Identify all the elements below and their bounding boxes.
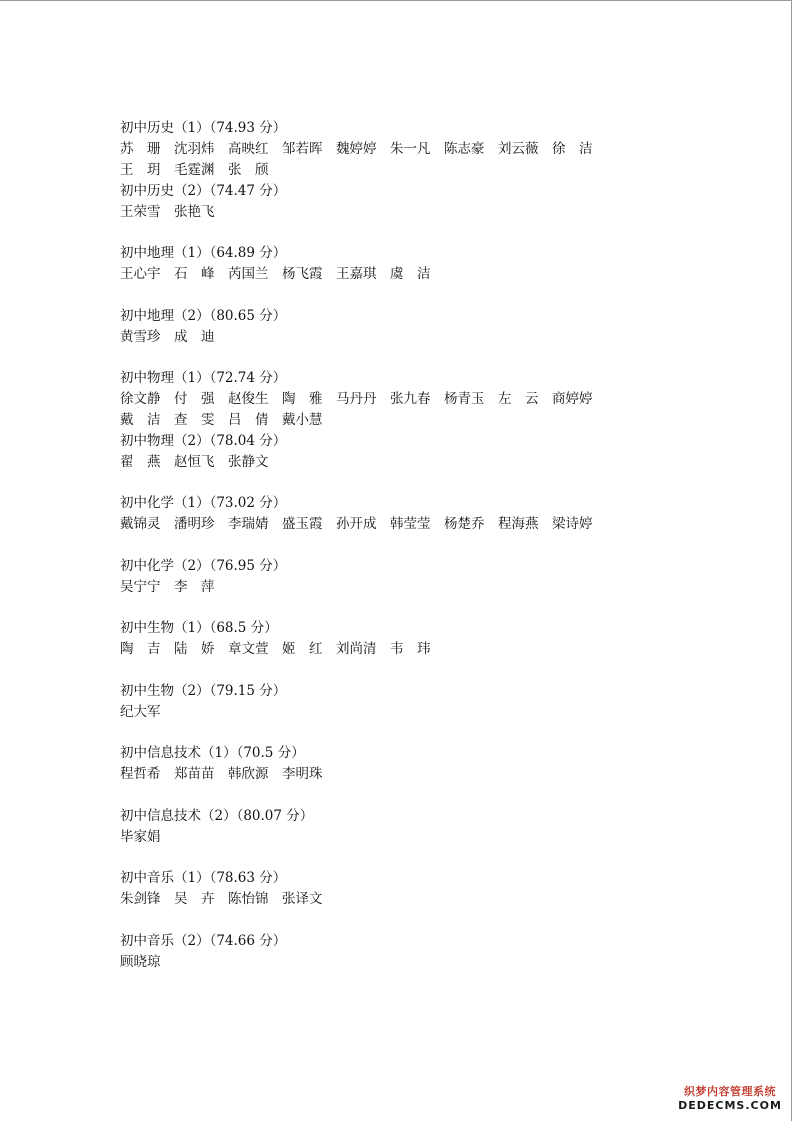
section-title: 初中历史（1）（74.93 分） xyxy=(120,120,287,136)
section-title: 初中化学（1）（73.02 分） xyxy=(120,495,287,511)
name-list-line: 王心宇 石 峰 芮国兰 杨飞霞 王嘉琪 虞 洁 xyxy=(120,266,431,282)
section-title: 初中音乐（2）（74.66 分） xyxy=(120,932,287,949)
watermark-text-cn: 织梦内容管理系统 xyxy=(684,1085,776,1098)
name-list-line: 徐文静 付 强 赵俊生 陶 雅 马丹丹 张九春 杨青玉 左 云 商婷婷 xyxy=(120,391,593,407)
section-chemistry-1 xyxy=(120,493,660,556)
name-list-line: 陶 吉 陆 娇 章文萱 姬 红 刘尚清 韦 玮 xyxy=(120,641,431,657)
section-geography-1 xyxy=(120,243,660,306)
section-chemistry-2 xyxy=(120,556,660,619)
section-physics-1 xyxy=(120,368,660,431)
section-history-1 xyxy=(120,118,660,181)
watermark-text-en: DEDECMS.COM xyxy=(678,1099,782,1112)
section-history-2 xyxy=(120,181,660,244)
watermark-logo xyxy=(675,1085,785,1112)
section-biology-1 xyxy=(120,618,660,681)
name-list-line: 黄雪珍 成 迪 xyxy=(120,328,215,345)
section-biology-2 xyxy=(120,681,660,744)
section-physics-2 xyxy=(120,431,660,494)
name-list-line: 戴 洁 查 雯 吕 倩 戴小慧 xyxy=(120,412,323,428)
name-list-line: 毕家娟 xyxy=(120,828,161,845)
section-title: 初中信息技术（2）（80.07 分） xyxy=(120,807,314,824)
document-body xyxy=(120,118,660,993)
section-title: 初中化学（2）（76.95 分） xyxy=(120,557,287,574)
name-list-line: 王荣雪 张艳飞 xyxy=(120,203,215,220)
name-list-line: 程哲希 郑苗苗 韩欣源 李明珠 xyxy=(120,766,323,782)
section-title: 初中生物（2）（79.15 分） xyxy=(120,682,287,699)
section-music-2 xyxy=(120,931,660,994)
section-title: 初中生物（1）（68.5 分） xyxy=(120,620,278,636)
section-it-2 xyxy=(120,806,660,869)
section-title: 初中物理（1）（72.74 分） xyxy=(120,370,287,386)
section-music-1 xyxy=(120,868,660,931)
name-list-line: 戴锦灵 潘明珍 李瑞婧 盛玉霞 孙开成 韩莹莹 杨楚乔 程海燕 梁诗婷 xyxy=(120,516,593,532)
section-title: 初中历史（2）（74.47 分） xyxy=(120,182,287,199)
name-list-line: 吴宁宁 李 萍 xyxy=(120,578,215,595)
name-list-line: 纪大军 xyxy=(120,703,161,720)
name-list-line: 朱剑锋 吴 卉 陈怡锦 张译文 xyxy=(120,891,323,907)
section-title: 初中地理（1）（64.89 分） xyxy=(120,245,287,261)
name-list-line: 苏 珊 沈羽炜 高映红 邹若晖 魏婷婷 朱一凡 陈志豪 刘云薇 徐 洁 xyxy=(120,141,593,157)
section-title: 初中地理（2）（80.65 分） xyxy=(120,307,287,324)
name-list-line: 顾晓琼 xyxy=(120,953,161,970)
section-title: 初中音乐（1）（78.63 分） xyxy=(120,870,287,886)
section-title: 初中物理（2）（78.04 分） xyxy=(120,432,287,449)
section-geography-2 xyxy=(120,306,660,369)
section-it-1 xyxy=(120,743,660,806)
section-title: 初中信息技术（1）（70.5 分） xyxy=(120,745,305,761)
name-list-line: 王 玥 毛霆渊 张 颀 xyxy=(120,162,269,178)
name-list-line: 翟 燕 赵恒飞 张静文 xyxy=(120,453,269,470)
